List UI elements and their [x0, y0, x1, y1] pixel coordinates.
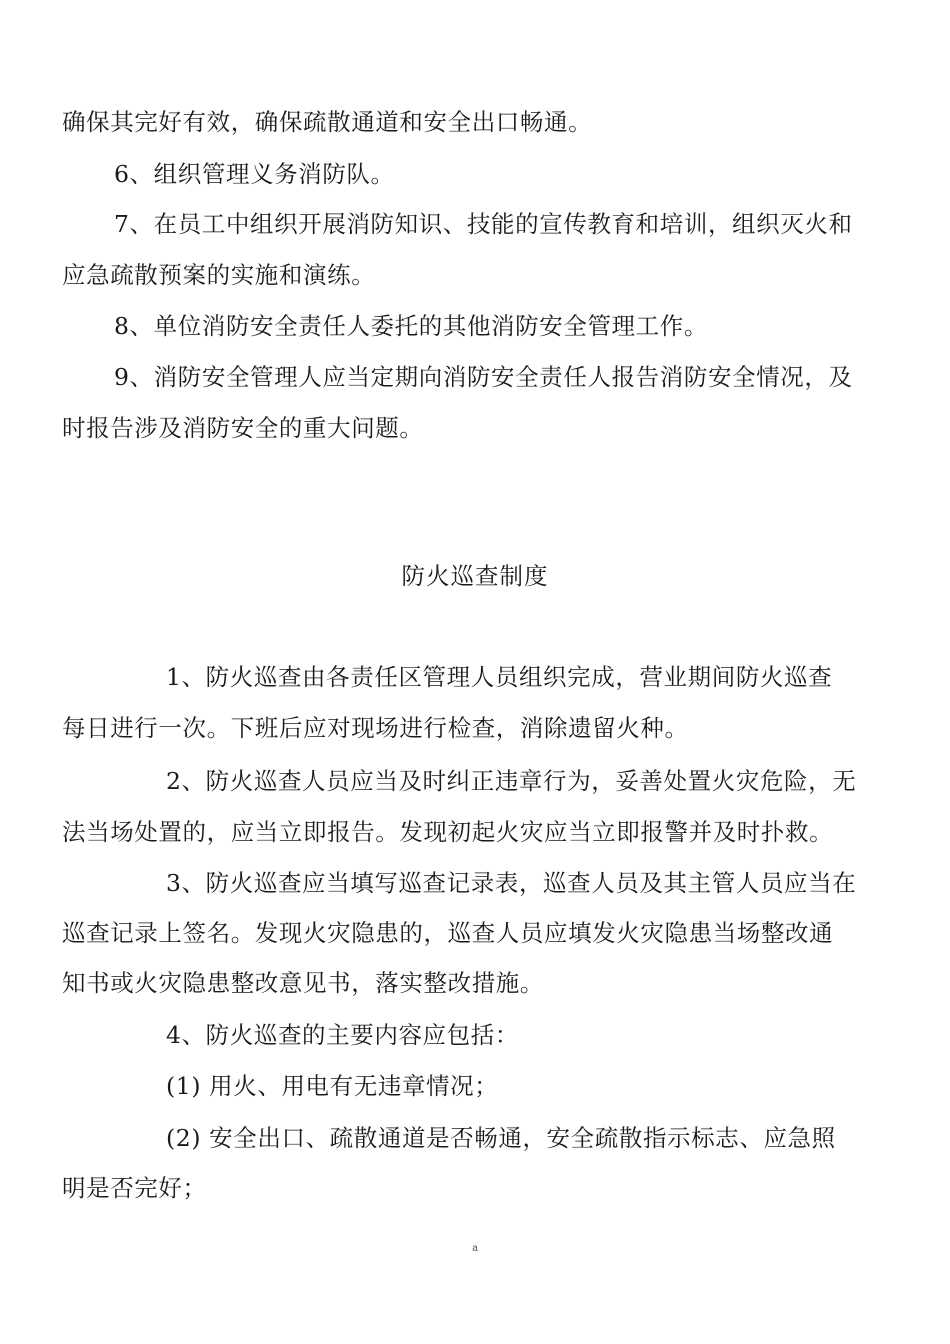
- paragraph-line: 明是否完好；: [62, 1174, 207, 1202]
- paragraph-line: 4、防火巡查的主要内容应包括：: [166, 1021, 519, 1049]
- paragraph-line: 时报告涉及消防安全的重大问题。: [62, 414, 424, 442]
- paragraph-line: 法当场处置的，应当立即报告。发现初起火灾应当立即报警并及时扑救。: [62, 818, 834, 846]
- paragraph-line: 9、消防安全管理人应当定期向消防安全责任人报告消防安全情况，及: [114, 363, 853, 391]
- paragraph-line: 1、防火巡查由各责任区管理人员组织完成，营业期间防火巡查: [166, 663, 833, 691]
- paragraph-line: 知书或火灾隐患整改意见书，落实整改措施。: [62, 969, 544, 997]
- page-footer-mark: a: [472, 1243, 478, 1254]
- list-item: (2) 安全出口、疏散通道是否畅通，安全疏散指示标志、应急照: [166, 1124, 836, 1152]
- paragraph-line: 2、防火巡查人员应当及时纠正违章行为，妥善处置火灾危险，无: [166, 767, 857, 795]
- paragraph-line: 应急疏散预案的实施和演练。: [62, 261, 376, 289]
- paragraph-line: 每日进行一次。下班后应对现场进行检查，消除遗留火种。: [62, 714, 689, 742]
- paragraph-line: 8、单位消防安全责任人委托的其他消防安全管理工作。: [114, 312, 708, 340]
- list-item: (1) 用火、用电有无违章情况；: [166, 1072, 499, 1100]
- paragraph-line: 巡查记录上签名。发现火灾隐患的，巡查人员应填发火灾隐患当场整改通: [62, 919, 834, 947]
- paragraph-line: 3、防火巡查应当填写巡查记录表，巡查人员及其主管人员应当在: [166, 869, 857, 897]
- paragraph-line: 确保其完好有效，确保疏散通道和安全出口畅通。: [62, 108, 593, 136]
- section-title: 防火巡查制度: [401, 562, 549, 590]
- paragraph-line: 7、在员工中组织开展消防知识、技能的宣传教育和培训，组织灭火和: [114, 210, 853, 238]
- paragraph-line: 6、组织管理义务消防队。: [114, 160, 395, 188]
